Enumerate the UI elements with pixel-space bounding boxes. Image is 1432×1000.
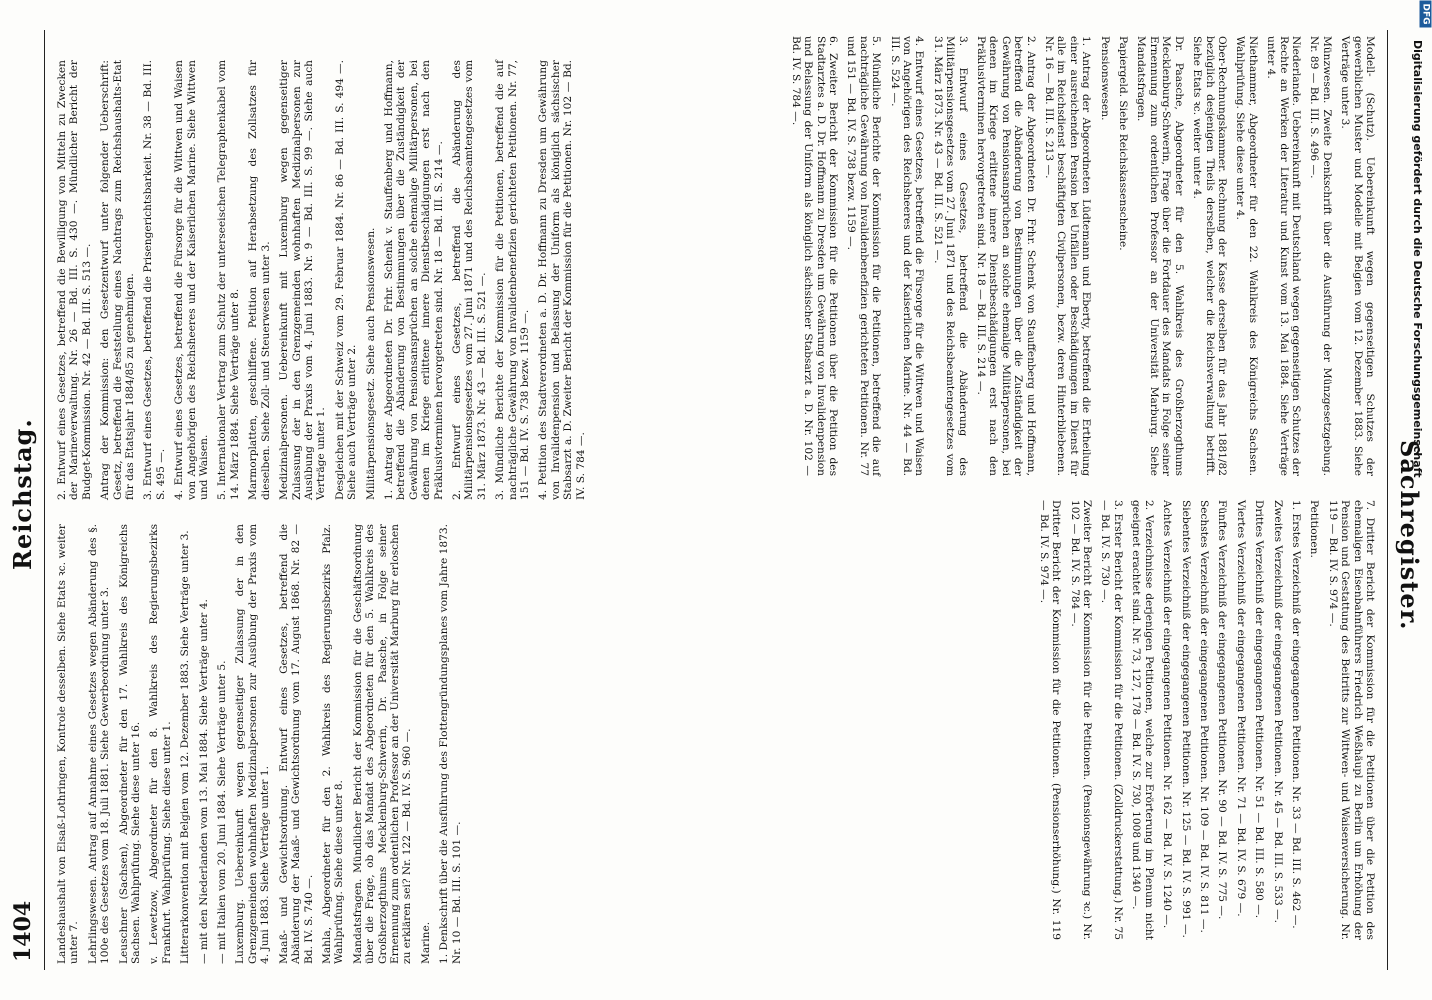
- index-entry: Zweiter Bericht der Kommission für die Petitionen. (Pensionsgewährung ꝛc.) Nr. 102 — Bd. IV. S. 784 —.: [1068, 500, 1094, 940]
- index-entry: Lehrlingswesen. Antrag auf Annahme eines Gesetzes wegen Abänderung des §. 100e des Gesetzes vom 18. Juli 1881. Siehe Gewerbeordnung unter 3.: [86, 524, 112, 964]
- index-entry: Münzwesen. Zweite Denkschrift über die Ausführung der Münzgesetzgebung. Nr. 89 — Bd. III. S. 496 —.: [1308, 36, 1333, 476]
- running-title-left: Reichstag.: [8, 418, 37, 570]
- index-entry: 4. Entwurf eines Gesetzes, betreffend die Fürsorge für die Wittwen und Waisen von Angehörigen des Reichsheeres und der Kaiserlichen Marine. Siehe Wittwen und Waisen.: [173, 60, 211, 500]
- index-entry: Siebentes Verzeichniß der eingegangenen Petitionen. Nr. 125 — Bd. IV. S. 991 —.: [1179, 500, 1192, 938]
- index-entry: 5. Internationaler Vertrag zum Schutz der unterseeischen Telegraphenkabel vom 14. März 1884. Siehe Verträge unter 8.: [216, 60, 241, 500]
- index-entry: Pensionswesen.: [1098, 36, 1111, 121]
- index-entry: 2. Entwurf eines Gesetzes, betreffend die Abänderung des Militärpensionsgesetzes vom 27. Juni 1871 und des Reichsbeamtengesetzes vom 31. März 1873. Nr. 43 — Bd. III. S. 521 —.: [450, 60, 488, 500]
- index-entry: Fünftes Verzeichniß der eingegangenen Petitionen. Nr. 90 — Bd. IV. S. 775 —.: [1216, 500, 1229, 920]
- left-column-1: [56, 524, 469, 964]
- index-entry: Dritter Bericht der Kommission für die Petitionen. (Pensionserhöhung.) Nr. 119 — Bd. IV. S. 974 —.: [1037, 500, 1063, 940]
- index-entry: Drittes Verzeichniß der eingegangenen Petitionen. Nr. 51 — Bd. III. S. 580 —.: [1253, 500, 1266, 919]
- digitization-strip: [1408, 40, 1428, 1000]
- index-entry: 1. Antrag der Abgeordneten Lüdtemann und Eberty, betreffend die Ertheilung einer ausreichenden Pension bei Unfällen oder Beschädigungen im Dienst für alle im Reichsdienst beschäftigten Civilpersonen, bezw. deren Hinterbliebenen. Nr. 16 — Bd. III. S. 213 —.: [1043, 36, 1093, 476]
- index-entry: Luxemburg. Uebereinkunft wegen gegenseitiger Zulassung der in den Grenzgemeinden wohnhaften Medizinalpersonen zur Ausübung der Praxis vom 4. Juni 1883. Siehe Verträge unter 1.: [234, 524, 272, 964]
- dfg-logo: DFG: [1420, 0, 1432, 27]
- index-entry: Ober-Rechnungskammer. Rechnung der Kasse derselben für das Jahr 1881/82 bezüglich desjenigen Theils derselben, welcher die Reichsverwaltung betrifft. Siehe Etats ꝛc. weiter unter 4.: [1191, 36, 1228, 476]
- index-entry: 5. Mündliche Berichte der Kommission für die Petitionen, betreffend die auf nachträgliche Gewährung von Invalidenbenefizien gerichteten Petitionen. Nr. 77 und 151 — Bd. IV. S. 738 bezw. 1159 —.: [845, 36, 883, 476]
- index-entry: 3. Erster Bericht der Kommission für die Petitionen. (Zolldruckerstattung.) Nr. 75 — Bd. IV. S. 730 —.: [1099, 500, 1124, 940]
- index-entry: Modell- (Schutz). Uebereinkunft wegen gegenseitigen Schutzes der gewerblichen Muster und Modelle mit Belgien vom 12. Dezember 1883. Siehe Verträge unter 3.: [1339, 36, 1376, 476]
- index-entry: 3. Mündliche Berichte der Kommission für die Petitionen, betreffend die auf nachträgliche Gewährung von Invalidenbenefizien gerichteten Petitionen. Nr. 77, 151 — Bd. IV. S. 738 bezw. 1159 —.: [494, 60, 531, 500]
- index-entry: Marine.: [419, 921, 432, 964]
- index-entry: 4. Entwurf eines Gesetzes, betreffend die Fürsorge für die Wittwen und Waisen von Angehörigen des Reichsheeres und der Kaiserlichen Marine. Nr. 44 — Bd. III. S. 524 —.: [888, 36, 926, 476]
- index-entry: 1. Antrag der Abgeordneten Dr. Frhr. Schenk v. Stauffenberg und Hoffmann, betreffend die Abänderung von Bestimmungen über die Zuständigkeit der Gewährung von Pensionsansprüchen an solche ehemalige Militärpersonen, bei denen im Kriege erlittene innere Dienstbeschädigungen erst nach den Präklusivterminen hervorgetreten sind. Nr. 18 — Bd. III. S. 214 —.: [382, 60, 445, 500]
- index-entry: 2. Verzeichnisse derjenigen Petitionen, welche zur Erörterung im Plenum nicht geeignet erachtet sind. Nr. 73, 127, 178 — Bd. IV. S. 730, 1008 und 1340 —.: [1130, 500, 1155, 940]
- page-number: 1404: [10, 900, 36, 962]
- index-entry: 4. Petition des Stadtverordneten a. D. Dr. Hoffmann zu Dresden um Gewährung von Invalidenpension und Belassung der Uniform als königlich sächsischer Stabsarzt a. D. Zweiter Bericht der Kommission für die Petitionen. Nr. 102 — Bd. IV. S. 784 —.: [537, 60, 587, 500]
- index-entry: Litterarkonvention mit Belgien vom 12. Dezember 1883. Siehe Verträge unter 3.: [179, 530, 192, 964]
- index-entry: v. Lewetzow, Abgeordneter für den 8. Wahlkreis des Regierungsbezirks Frankfurt. Wahlprüfung. Siehe diese unter 1.: [148, 524, 173, 964]
- header-rule: [1387, 30, 1388, 970]
- right-column-1: [783, 36, 1376, 476]
- index-entry: Desgleichen mit der Schweiz vom 29. Februar 1884. Nr. 86 — Bd. III. S. 494 —. Siehe auch Verträge unter 2.: [333, 60, 359, 500]
- index-entry: Viertes Verzeichniß der eingegangenen Petitionen. Nr. 71 — Bd. IV. S. 679 —.: [1234, 500, 1247, 917]
- index-entry: Mandatsfragen. Mündlicher Bericht der Kommission für die Geschäftsordnung über die Frage, ob das Mandat des Abgeordneten für den 5. Wahlkreis des Großherzogthums Mecklenburg-Schwerin, Dr. Paasche, in Folge seiner Ernennung zum ordentlichen Professor an der Universität Marburg für erloschen zu erklären sei? Nr. 122 — Bd. IV. S. 960 —.: [351, 524, 414, 964]
- index-entry: 2. Entwurf eines Gesetzes, betreffend die Bewilligung von Mitteln zu Zwecken der Marineverwaltung. Nr. 26 — Bd. III. S. 430 —. Mündlicher Bericht der Budget-Kommission. Nr. 42 — Bd. III. S. 513 —.: [56, 60, 93, 500]
- index-entry: 3. Entwurf eines Gesetzes, betreffend die Abänderung des Militärpensionsgesetzes vom 27. Juni 1871 und des Reichsbeamtengesetzes vom 31. März 1873. Nr. 43 — Bd. III. S. 521 —.: [931, 36, 969, 476]
- index-entry: 2. Antrag der Abgeordneten Dr. Frhr. Schenk von Stauffenberg und Hoffmann, betreffend die Abänderung von Bestimmungen über die Zuständigkeit der Gewährung von Pensionsansprüchen an solche ehemalige Militärpersonen, bei denen im Kriege erlittene innere Dienstbeschädigungen erst nach den Präklusivterminen hervorgetreten sind. Nr. 18 — Bd. III. S. 214 —.: [975, 36, 1037, 476]
- index-entry: 6. Zweiter Bericht der Kommission für die Petitionen über die Petition des Stadtarztes a. D. Dr. Hoffmann zu Dresden um Gewährung von Invalidenpension und Belassung der Uniform als königlich sächsischer Stabsarzt a. D. Nr. 102 — Bd. IV. S. 784 —.: [789, 36, 839, 476]
- index-entry: Marmorplatten, geschliffene. Petition auf Herabsetzung des Zollsatzes für dieselben. Siehe Zoll- und Steuerwesen unter 3.: [247, 60, 272, 500]
- index-entry: Medizinalpersonen. Uebereinkunft mit Luxemburg wegen gegenseitiger Zulassung der in den Grenzgemeinden wohnhaften Medizinalpersonen zur Ausübung der Praxis vom 4. Juni 1883. Nr. 9 — Bd. III. S. 99 —. Siehe auch Verträge unter 1.: [278, 60, 328, 500]
- index-entry: 3. Entwurf eines Gesetzes, betreffend die Prisengerichtsbarkeit. Nr. 38 — Bd. III. S. 495 —.: [142, 60, 167, 500]
- index-entry: Achtes Verzeichniß der eingegangenen Petitionen. Nr. 162 — Bd. IV. S. 1240 —.: [1161, 500, 1174, 929]
- right-column-2: [1031, 500, 1376, 940]
- index-entry: Militärpensionsgesetz. Siehe auch Pensionswesen.: [364, 227, 377, 500]
- index-entry: 1. Erstes Verzeichniß der eingegangenen Petitionen. Nr. 33 — Bd. III. S. 462 —.: [1289, 500, 1302, 929]
- index-entry: Landeshaushalt von Elsaß-Lothringen, Kontrole desselben. Siehe Etats ꝛc. weiter unter 7.: [56, 524, 81, 964]
- digitization-note: Digitalisierung gefördert durch die Deutsche Forschungsgemeinschaft: [1411, 40, 1424, 478]
- index-entry: — mit den Niederlanden vom 13. Mai 1884. Siehe Verträge unter 4.: [197, 599, 210, 964]
- header-rule: [44, 30, 45, 970]
- left-column-2: [56, 60, 593, 500]
- index-entry: Sechstes Verzeichniß der eingegangenen Petitionen. Nr. 109 — Bd. IV. S. 811 —.: [1197, 500, 1210, 933]
- index-entry: Papiergeld. Siehe Reichskassenscheine.: [1117, 36, 1130, 251]
- index-entry: Petitionen.: [1308, 500, 1321, 558]
- right-page: [716, 0, 1432, 1000]
- index-entry: 7. Dritter Bericht der Kommission für die Petitionen über die Petition des ehemaligen Eisenbahnführers Friedrich Weßhäupl zu Berlin um Erhöhung der Pension und Gestattung des Beitritts zur Wittwen- und Waisenversicherung. Nr. 119 — Bd. IV. S. 974 —.: [1326, 500, 1376, 940]
- index-entry: Antrag der Kommission: den Gesetzentwurf unter folgender Ueberschrift: Gesetz, betreffend die Feststellung eines Nachtrags zum Reichshaushalts-Etat für das Etatsjahr 1884/85 zu genehmigen.: [99, 60, 137, 500]
- index-entry: Zweites Verzeichniß der eingegangenen Petitionen. Nr. 45 — Bd. III. S. 533 —.: [1271, 500, 1284, 924]
- index-entry: Niethammer, Abgeordneter für den 22. Wahlkreis des Königreichs Sachsen. Wahlprüfung. Siehe diese unter 4.: [1234, 36, 1259, 476]
- running-title-right: Sachregister.: [1395, 440, 1424, 631]
- index-entry: — mit Italien vom 20. Juni 1884. Siehe Verträge unter 5.: [216, 660, 229, 964]
- index-entry: Dr. Paasche, Abgeordneter für den 5. Wahlkreis des Großherzogthums Mecklenburg-Schwerin, Frage über die Fortdauer des Mandats in Folge seiner Ernennung zum ordentlichen Professor an der Universität Marburg. Siehe Mandatsfragen.: [1135, 36, 1185, 476]
- index-entry: Leuschner (Sachsen), Abgeordneter für den 17. Wahlkreis des Königreichs Sachsen. Wahlprüfung. Siehe diese unter 16.: [117, 524, 143, 964]
- index-entry: 1. Denkschrift über die Ausführung des Flottengründungsplanes vom Jahre 1873. Nr. 10 — Bd. III. S. 101 —.: [438, 524, 463, 964]
- index-entry: Niederlande. Uebereinkunft mit Deutschland wegen gegenseitigen Schutzes der Rechte an Werken der Literatur und Kunst vom 13. Mai 1884. Siehe Verträge unter 4.: [1265, 36, 1302, 476]
- index-entry: Maaß- und Gewichtsordnung. Entwurf eines Gesetzes, betreffend die Abänderung der Maaß- und Gewichtsordnung vom 17. August 1868. Nr. 82 — Bd. IV. S. 740 —.: [277, 524, 315, 964]
- index-entry: Mahla, Abgeordneter für den 2. Wahlkreis des Regierungsbezirks Pfalz. Wahlprüfung. Siehe diese unter 8.: [320, 524, 346, 964]
